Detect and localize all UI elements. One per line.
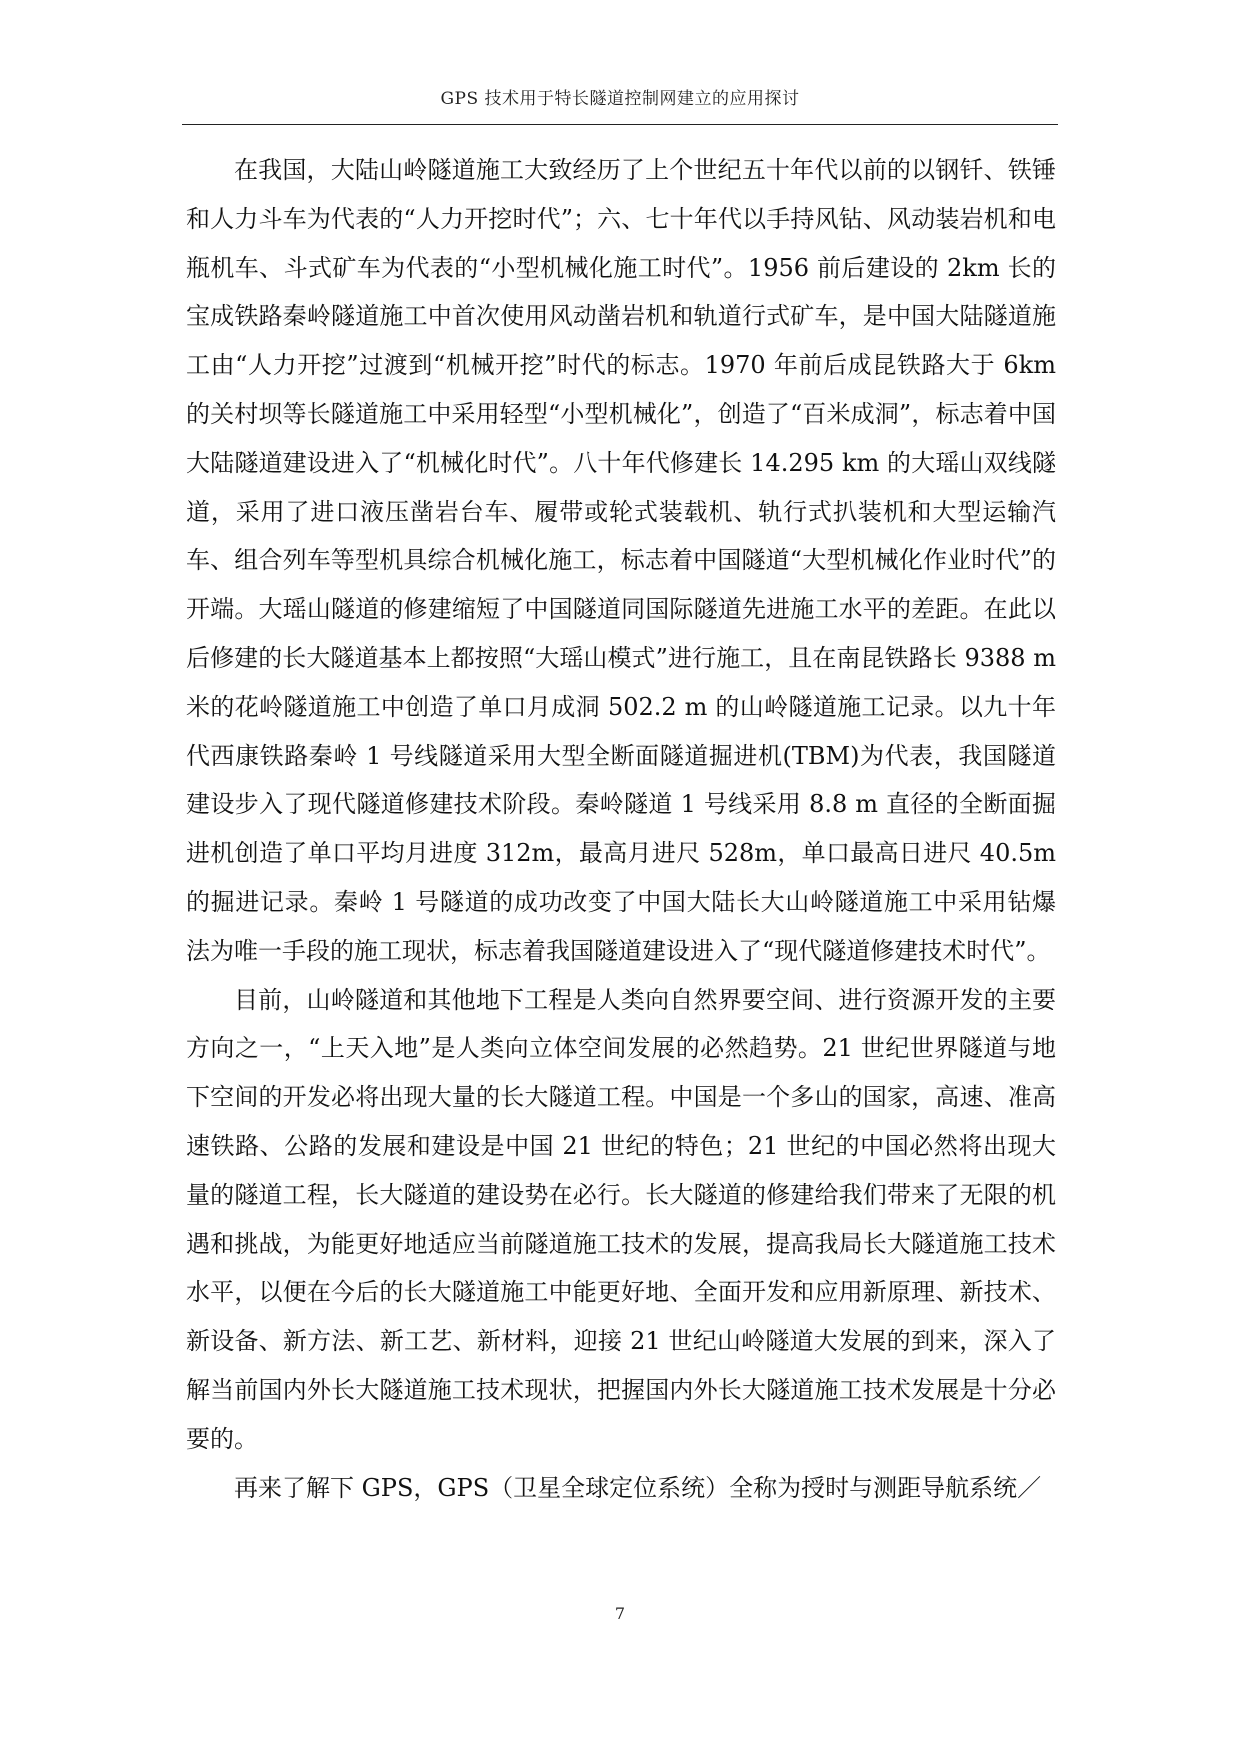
header-divider [182, 124, 1058, 125]
paragraph-2: 目前，山岭隧道和其他地下工程是人类向自然界要空间、进行资源开发的主要方向之一，“上天入地”是人类向立体空间发展的必然趋势。21 世纪世界隧道与地下空间的开发必将出现大量的长大隧道工程。中国是一个多山的国家，高速、准高速铁路、公路的发展和建设是中国 21 世纪的特色；21 世纪的中国必然将出现大量的隧道工程，长大隧道的建设势在必行。长大隧道的修建给我们带来了无限的机遇和挑战，为能更好地适应当前隧道施工技术的发展，提高我局长大隧道施工技术水平，以便在今后的长大隧道施工中能更好地、全面开发和应用新原理、新技术、新设备、新方法、新工艺、新材料，迎接 21 世纪山岭隧道大发展的到来，深入了解当前国内外长大隧道施工技术现状，把握国内外长大隧道施工技术发展是十分必要的。 [186, 985, 1056, 1453]
page-number: 7 [614, 1604, 626, 1623]
paragraph-1: 在我国，大陆山岭隧道施工大致经历了上个世纪五十年代以前的以钢钎、铁锤和人力斗车为代表的“人力开挖时代”；六、七十年代以手持风钻、风动装岩机和电瓶机车、斗式矿车为代表的“小型机械化施工时代”。1956 前后建设的 2km 长的宝成铁路秦岭隧道施工中首次使用风动凿岩机和轨道行式矿车，是中国大陆隧道施工由“人力开挖”过渡到“机械开挖”时代的标志。1970 年前后成昆铁路大于 6km 的关村坝等长隧道施工中采用轻型“小型机械化”，创造了“百米成洞”，标志着中国大陆隧道建设进入了“机械化时代”。八十年代修建长 14.295 km 的大瑶山双线隧道，采用了进口液压凿岩台车、履带或轮式装载机、轨行式扒装机和大型运输汽车、组合列车等型机具综合机械化施工，标志着中国隧道“大型机械化作业时代”的开端。大瑶山隧道的修建缩短了中国隧道同国际隧道先进施工水平的差距。在此以后修建的长大隧道基本上都按照“大瑶山模式”进行施工，且在南昆铁路长 9388 m 米的花岭隧道施工中创造了单口月成洞 502.2 m 的山岭隧道施工记录。以九十年代西康铁路秦岭 1 号线隧道采用大型全断面隧道掘进机(TBM)为代表，我国隧道建设步入了现代隧道修建技术阶段。秦岭隧道 1 号线采用 8.8 m 直径的全断面掘进机创造了单口平均月进度 312m，最高月进尺 528m，单口最高日进尺 40.5m 的掘进记录。秦岭 1 号隧道的成功改变了中国大陆长大山岭隧道施工中采用钻爆法为唯一手段的施工现状，标志着我国隧道建设进入了“现代隧道修建技术时代”。 [186, 156, 1056, 965]
paragraph-3: 再来了解下 GPS，GPS（卫星全球定位系统）全称为授时与测距导航系统／ [234, 1473, 1042, 1502]
running-header: GPS 技术用于特长隧道控制网建立的应用探讨 [440, 89, 800, 109]
body-text [186, 146, 1056, 1512]
